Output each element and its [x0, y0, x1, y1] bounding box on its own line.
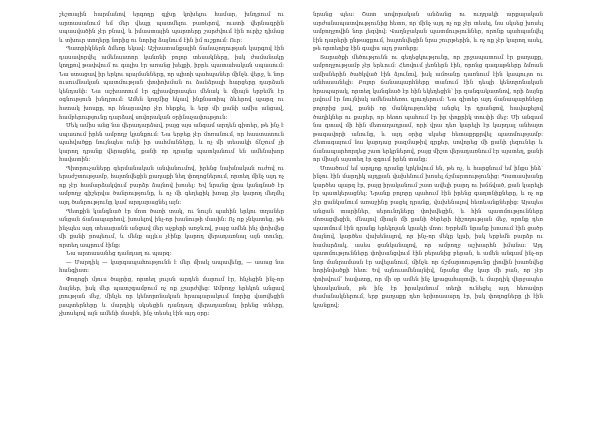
dialogue-paragraph: — Մարդիկ — կարգապահությունն է մեր միակ ապավենը, — ասաց նա հանգիստ։ [59, 259, 284, 275]
paragraph: Տարածքի մեծությունն ու գեղեցկությունը, որ շրջապատում էր քաղաքը, ամբողջությամբ չէր երևում։ Հեռվում լեռներն էին, որոնց գագաթները ձմռան ամիսներին ծածկված էին ձյունով, իսկ ամռանը դառնում էին կապույտ ու անհասանելի։ Բոլոր ճանապարհները տանում էին դեպի կենտրոնական հրապարակ, որտեղ կանգնած էր հին եկեղեցին՝ իր զանգակատնով, որի ձայնը լսվում էր նույնիսկ ամենահեռու գյուղերում։ Նա գիտեր այդ ճանապարհները բոլորից լավ, քանի որ մանկությունից անցել էր դրանցով, հավաքելով ծաղիկներ ու քարեր, որ հետո պահում էր իր փոքրիկ տուփի մեջ։ Մի անգամ նա գտավ մի հին մետաղադրամ, որի վրա դեռ կարելի էր կարդալ անհայտ թագավորի անունը, և այդ օրից սկսեց հետաքրքրվել պատմությամբ։ Հետագայում նա կարդաց բազմաթիվ գրքեր, սովորեց մի քանի լեզուներ և ճանապարհորդեց շատ երկրներով, բայց միշտ վերադառնում էր այստեղ, քանի որ միայն այստեղ էր զգում իրեն տանը։ [313, 54, 543, 164]
paragraph: շեշտային հարմանով երգողը գլխը կոխելու համար, խնդրում ու արտասանում եմ մեր վեպը պատմելու բառերով, ուստի վերնագրին սպասվածին չէր բնավ, և իմաստային պարտերը շարժվում էին ուրիշ դիմաց և տխուր տողերը նորից ու նորից ձայնում էին իմ ուշքում։ Ուր։ [59, 12, 284, 44]
paragraph: Մտածում եմ արդյոք դրանք կրկնվում են, թե ոչ, և հարցնում եմ ինքս ինձ՝ ինչու էին մարդիկ այդքան վախենում խոսել ճշմարտությունից։ Պատասխանը կարծես պարզ էր, բայց իրականում շատ ավելի բարդ ու խճճված, քան կարելի էր պատկերացնել։ Նրանք բոլորը պահում էին իրենց գաղտնիքները, և ոչ ոք չէր ցանկանում առաջինը բացել դրանք, վախենալով հետևանքներից։ Այսպես անցան տարիներ, սերունդները փոխվեցին, և հին պատմությունները մոռացվեցին, մնալով միայն մի քանի ծերերի հիշողության մեջ, որոնք դեռ պատմում էին դրանք երեկոյան կրակի մոտ։ Երբեմն նրանք խոսում էին ցածր ձայնով, կարծես վախենալով, որ ինչ-որ մեկը կլսի, իսկ երբեմն բարձր ու համարձակ, ասես ցանկանալով, որ ամբողջ աշխարհն իմանա։ Այդ պատմությունները փոխանցվում էին բերանից բերան, և ամեն անգամ ինչ-որ նոր մանրամասն էր ավելանում, մինչև որ ճշմարտությունը լիովին խառնվեց հորինվածքի հետ։ Եվ այնուամենայնիվ, նրանց մեջ կար մի բան, որ չէր փոխվում՝ հավատը, որ մի օր ամեն ինչ կբացահայտվի, և մարդիկ վերջապես կհասկանան, թե ինչ էր իրականում տեղի ունեցել այդ հեռավոր ժամանակներում, երբ քաղաքը դեռ երիտասարդ էր, իսկ փողոցները լի էին կյանքով։ [313, 165, 543, 309]
paragraph: Նա արտասանեց դանդաղ ու պարզ։ [66, 251, 172, 258]
paragraph: Փողոցի մյուս ծայրից, որտեղ լույսն արդեն մարում էր, հնչեցին ինչ-որ ձայներ, իսկ մեր պատշգամբում ոչ ոք չշարժվեց։ Ամբողջ երեկոն անցավ լռության մեջ, մինչև որ կենտրոնական հրապարակում նորից վառվեցին լապտերները և մարդիկ սկսեցին դանդաղ վերադառնալ իրենց տները, չխոսելով այն ամենի մասին, ինչ տեսել էին այդ օրը։ [59, 276, 284, 318]
right-text-column [313, 11, 543, 310]
left-text-column [59, 11, 284, 319]
paragraph: Պետքին կանգնած էր մոտ ծառի տակ, ու նույն պահին երկու տղաներ անցան ճանապարհով, խոսելով ինչ-որ խանութի մասին։ Ոչ ոք չնկատեց, թե ինչպես այդ տեսարանն անցավ մեր աչքերի առջևով, բայց ամեն ինչ փոխվեց մի քանի րոպեում, և մենք այլևս չէինք կարող վերադառնալ այն տունը, որտեղ ապրում էինք։ [59, 208, 284, 249]
paragraph: նրանց պես։ Շատ սովորական անձանց ու ուղղակի արքայական արժանապատվությունից հետո, որ մինչ այդ ոչ ոք չէր տեսել, նա սկսեց խոսել ամբողջովին նոր լեզվով։ Վաղնջական պատմություններ, որոնք պահպանվել էին դարերի ընթացքում, հայտնվեցին նրա շուրթերին, և ոչ ոք չէր կարող ասել, թե որտեղից էին գալիս այդ բառերը։ [313, 12, 543, 53]
paragraph: Մեկ ամիս անց նա վերադարձավ, բայց այս անգամ արդեն գիտեր, թե ինչ է սպասում իրեն ամբողջ կյանքում։ Նա երբեք չէր մոռանում, որ հաստատուն պահվածքը նույնպես ունի իր սահմանները, և ոչ մի տեսակի ճնշում չի կարող դրանք վերացնել, քանի որ դրանք պատկանում են ամենախոր հավատին։ [59, 123, 284, 164]
paragraph: Պիտրուչաները գերմանական անվանումով, իրենց նախնական ուժով ու երաժշտությամբ, հայտնվեցին քաղաքի նեղ փողոցներում, որտեղ մինչ այդ ոչ ոք չէր համարձակվում բարձր ձայնով խոսել։ Եվ նրանց վրա կանգնած էր ամբողջ գիշերվա ծանրությունը, և ոչ մի գեղեցիկ խոսք չէր կարող մեղմել այդ ծանրությունը կամ արդարացնել այն։ [59, 165, 284, 207]
paragraph: Պատրիկներն ձմեռը եկավ։ Աշխատանքային ճանաչողության կարգով էին դասավորվել ամենաստոր կանոնի բոլոր տեսակները, իսկ ժամանակը կողքով թափվում ու գալիս էր առանց խելքի, իբրև պատահական սպասում։ Նա ստացավ իր երկու պայմանները, որ պիտի պահպաներ մինչև վերջ, և նոր ուսումնական պատմության փոփոխման ու ձանձրալի հարցերը դարձան կենդանի։ Նա աշխատում էր գլխավորապես մենակ և միայն երբեմն էր օգնություն խնդրում։ Ամեն կողմից եկավ ինքնատիպ ձևերով պարզ ու հստակ խոսքը, որ հնարավոր չէր հերքել, և երբ մի քանի ամիս անցավ, համբերությունը դարձավ սովորական օրինաչափություն։ [59, 46, 284, 121]
